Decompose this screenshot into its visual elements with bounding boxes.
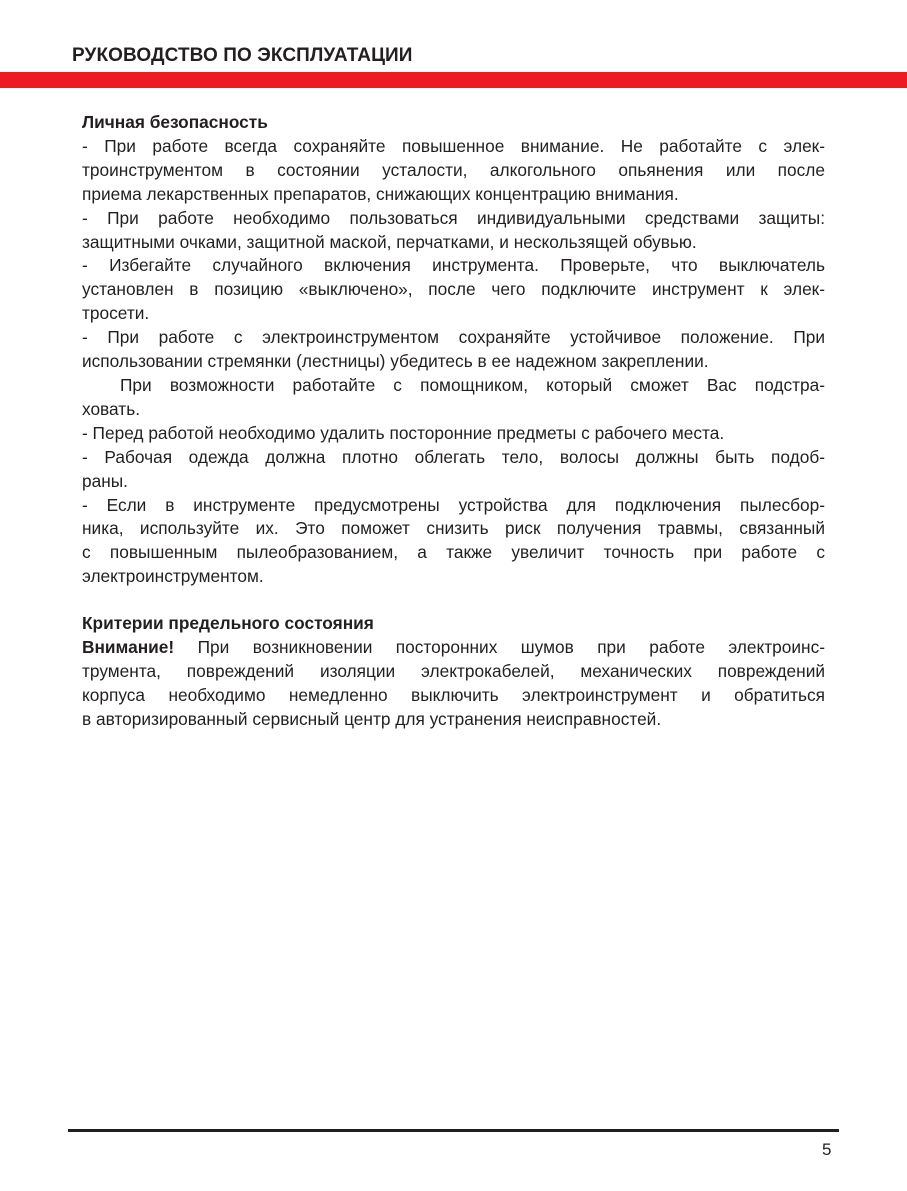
text-line: защитными очками, защитной маской, перчатками, и нескользящей обувью. bbox=[82, 231, 697, 252]
document-header-title: РУКОВОДСТВО ПО ЭКСПЛУАТАЦИИ bbox=[72, 45, 413, 66]
text-line: трумента, повреждений изоляции электрокабелей, механических повреждений bbox=[82, 660, 825, 681]
section-heading: Критерии предельного состояния bbox=[82, 613, 374, 634]
warning-text: При возникновении посторонних шумов при работе электроинс- bbox=[174, 637, 825, 658]
text-line: с повышенным пылеобразованием, а также увеличит точность при работе с bbox=[82, 542, 825, 563]
text-line: - Избегайте случайного включения инструмента. Проверьте, что выключатель bbox=[82, 255, 825, 276]
page-content bbox=[82, 111, 825, 732]
text-line: ника, используйте их. Это поможет снизить риск получения травмы, связанный bbox=[82, 518, 825, 539]
text-line: приема лекарственных препаратов, снижающих концентрацию внимания. bbox=[82, 183, 679, 204]
text-line: тросети. bbox=[82, 303, 150, 324]
text-line: корпуса необходимо немедленно выключить электроинструмент и обратиться bbox=[82, 684, 825, 705]
header-red-band bbox=[0, 72, 907, 88]
text-line: - Если в инструменте предусмотрены устройства для подключения пылесбор- bbox=[82, 494, 825, 515]
text-line: в авторизированный сервисный центр для устранения неисправностей. bbox=[82, 708, 662, 729]
text-line: электроинструментом. bbox=[82, 566, 264, 587]
text-line: установлен в позицию «выключено», после чего подключите инструмент к элек- bbox=[82, 279, 825, 300]
page-number: 5 bbox=[822, 1140, 832, 1159]
text-line bbox=[82, 636, 825, 660]
text-line: троинструментом в состоянии усталости, алкогольного опьянения или после bbox=[82, 159, 825, 180]
text-line: - Перед работой необходимо удалить посторонние предметы с рабочего места. bbox=[82, 422, 725, 443]
text-line: - Рабочая одежда должна плотно облегать тело, волосы должны быть подоб- bbox=[82, 446, 825, 467]
text-line: - При работе всегда сохраняйте повышенное внимание. Не работайте с элек- bbox=[82, 135, 825, 156]
footer-rule bbox=[68, 1129, 839, 1132]
text-line: При возможности работайте с помощником, который сможет Вас подстра- bbox=[120, 374, 825, 395]
text-line: раны. bbox=[82, 470, 128, 491]
section-heading: Личная безопасность bbox=[82, 112, 268, 132]
text-line: - При работе с электроинструментом сохраняйте устойчивое положение. При bbox=[82, 327, 825, 348]
text-line: использовании стремянки (лестницы) убедитесь в ее надежном закреплении. bbox=[82, 351, 709, 372]
warning-label: Внимание! bbox=[82, 637, 175, 658]
text-line: ховать. bbox=[82, 398, 140, 419]
text-line: - При работе необходимо пользоваться индивидуальными средствами защиты: bbox=[82, 207, 825, 228]
